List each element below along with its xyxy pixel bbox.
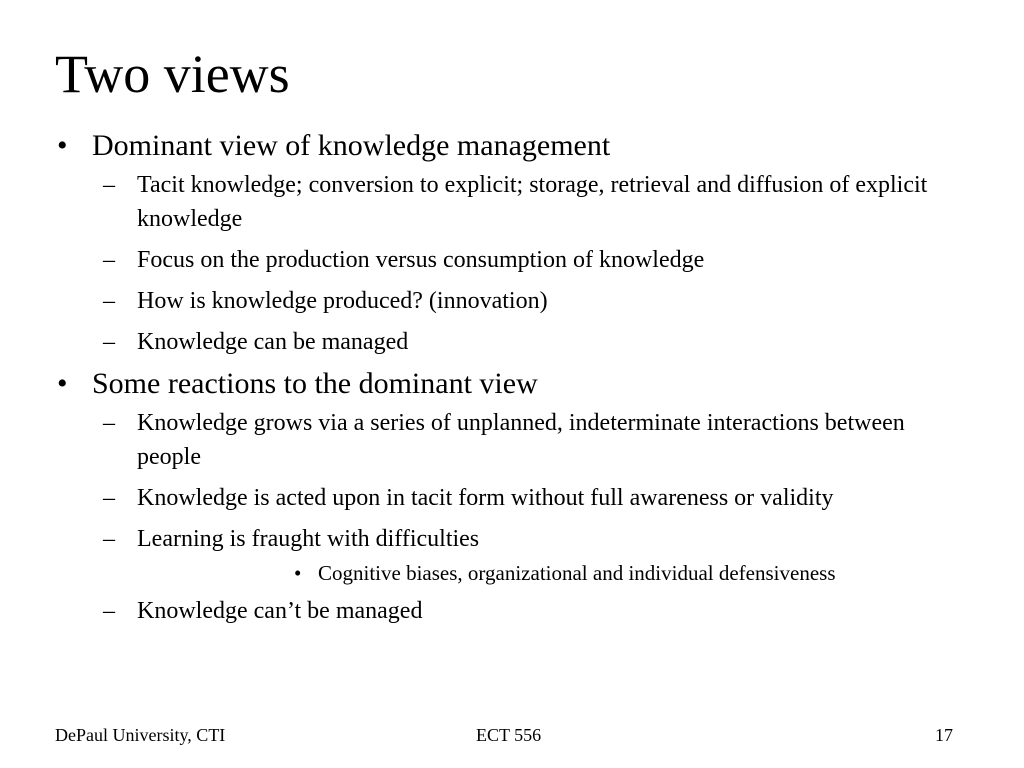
- footer-institution: DePaul University, CTI: [55, 725, 226, 745]
- sub-bullet-item: [0, 243, 1024, 277]
- bullet-text: Dominant view of knowledge management: [92, 129, 611, 162]
- sub-bullet-item: [0, 284, 1024, 318]
- dash-glyph: –: [103, 172, 115, 198]
- bullet-reactions: [0, 366, 1024, 402]
- sub-bullet-text: Tacit knowledge; conversion to explicit; storage, retrieval and diffusion of explicit knowledge: [137, 172, 928, 232]
- sub-bullet-text: Learning is fraught with difficulties: [137, 526, 480, 552]
- dash-glyph: –: [103, 598, 115, 624]
- sub-bullet-group: [0, 406, 1024, 628]
- dash-glyph: –: [103, 288, 115, 314]
- bullet-text: Some reactions to the dominant view: [92, 367, 538, 400]
- sub-bullet-group: [0, 168, 1024, 359]
- sub-bullet-text: Knowledge grows via a series of unplanned, indeterminate interactions between people: [137, 410, 905, 470]
- dash-glyph: –: [103, 485, 115, 511]
- sub-bullet-text: How is knowledge produced? (innovation): [137, 288, 548, 314]
- sub-bullet-text: Focus on the production versus consumption of knowledge: [137, 247, 705, 273]
- slide-number: 17: [935, 725, 953, 745]
- bullet-glyph: •: [57, 367, 68, 400]
- bullet-glyph: •: [57, 129, 68, 162]
- sub-bullet-item: [0, 168, 1024, 236]
- sub-sub-bullet-list: [137, 560, 964, 586]
- dash-glyph: –: [103, 526, 115, 552]
- sub-bullet-list: [0, 168, 1024, 359]
- sub-bullet-text: Knowledge can be managed: [137, 329, 409, 355]
- footer-course: ECT 556: [476, 725, 542, 745]
- sub-bullet-item: [0, 325, 1024, 359]
- sub-sub-bullet-text: Cognitive biases, organizational and individual defensiveness: [318, 561, 836, 585]
- sub-bullet-list: [0, 406, 1024, 628]
- sub-bullet-text: Knowledge is acted upon in tacit form without full awareness or validity: [137, 485, 834, 511]
- slide-title: Two views: [55, 44, 290, 104]
- sub-bullet-text: Knowledge can’t be managed: [137, 598, 423, 624]
- sub-bullet-item: [0, 522, 1024, 586]
- bullet-dominant-view: [0, 128, 1024, 164]
- bullet-glyph: •: [294, 561, 302, 585]
- sub-bullet-item: [0, 594, 1024, 628]
- slide-content: [0, 128, 1024, 635]
- dash-glyph: –: [103, 329, 115, 355]
- sub-bullet-item: [0, 406, 1024, 474]
- dash-glyph: –: [103, 247, 115, 273]
- sub-bullet-item: [0, 481, 1024, 515]
- sub-sub-bullet-item: [137, 560, 964, 586]
- dash-glyph: –: [103, 410, 115, 436]
